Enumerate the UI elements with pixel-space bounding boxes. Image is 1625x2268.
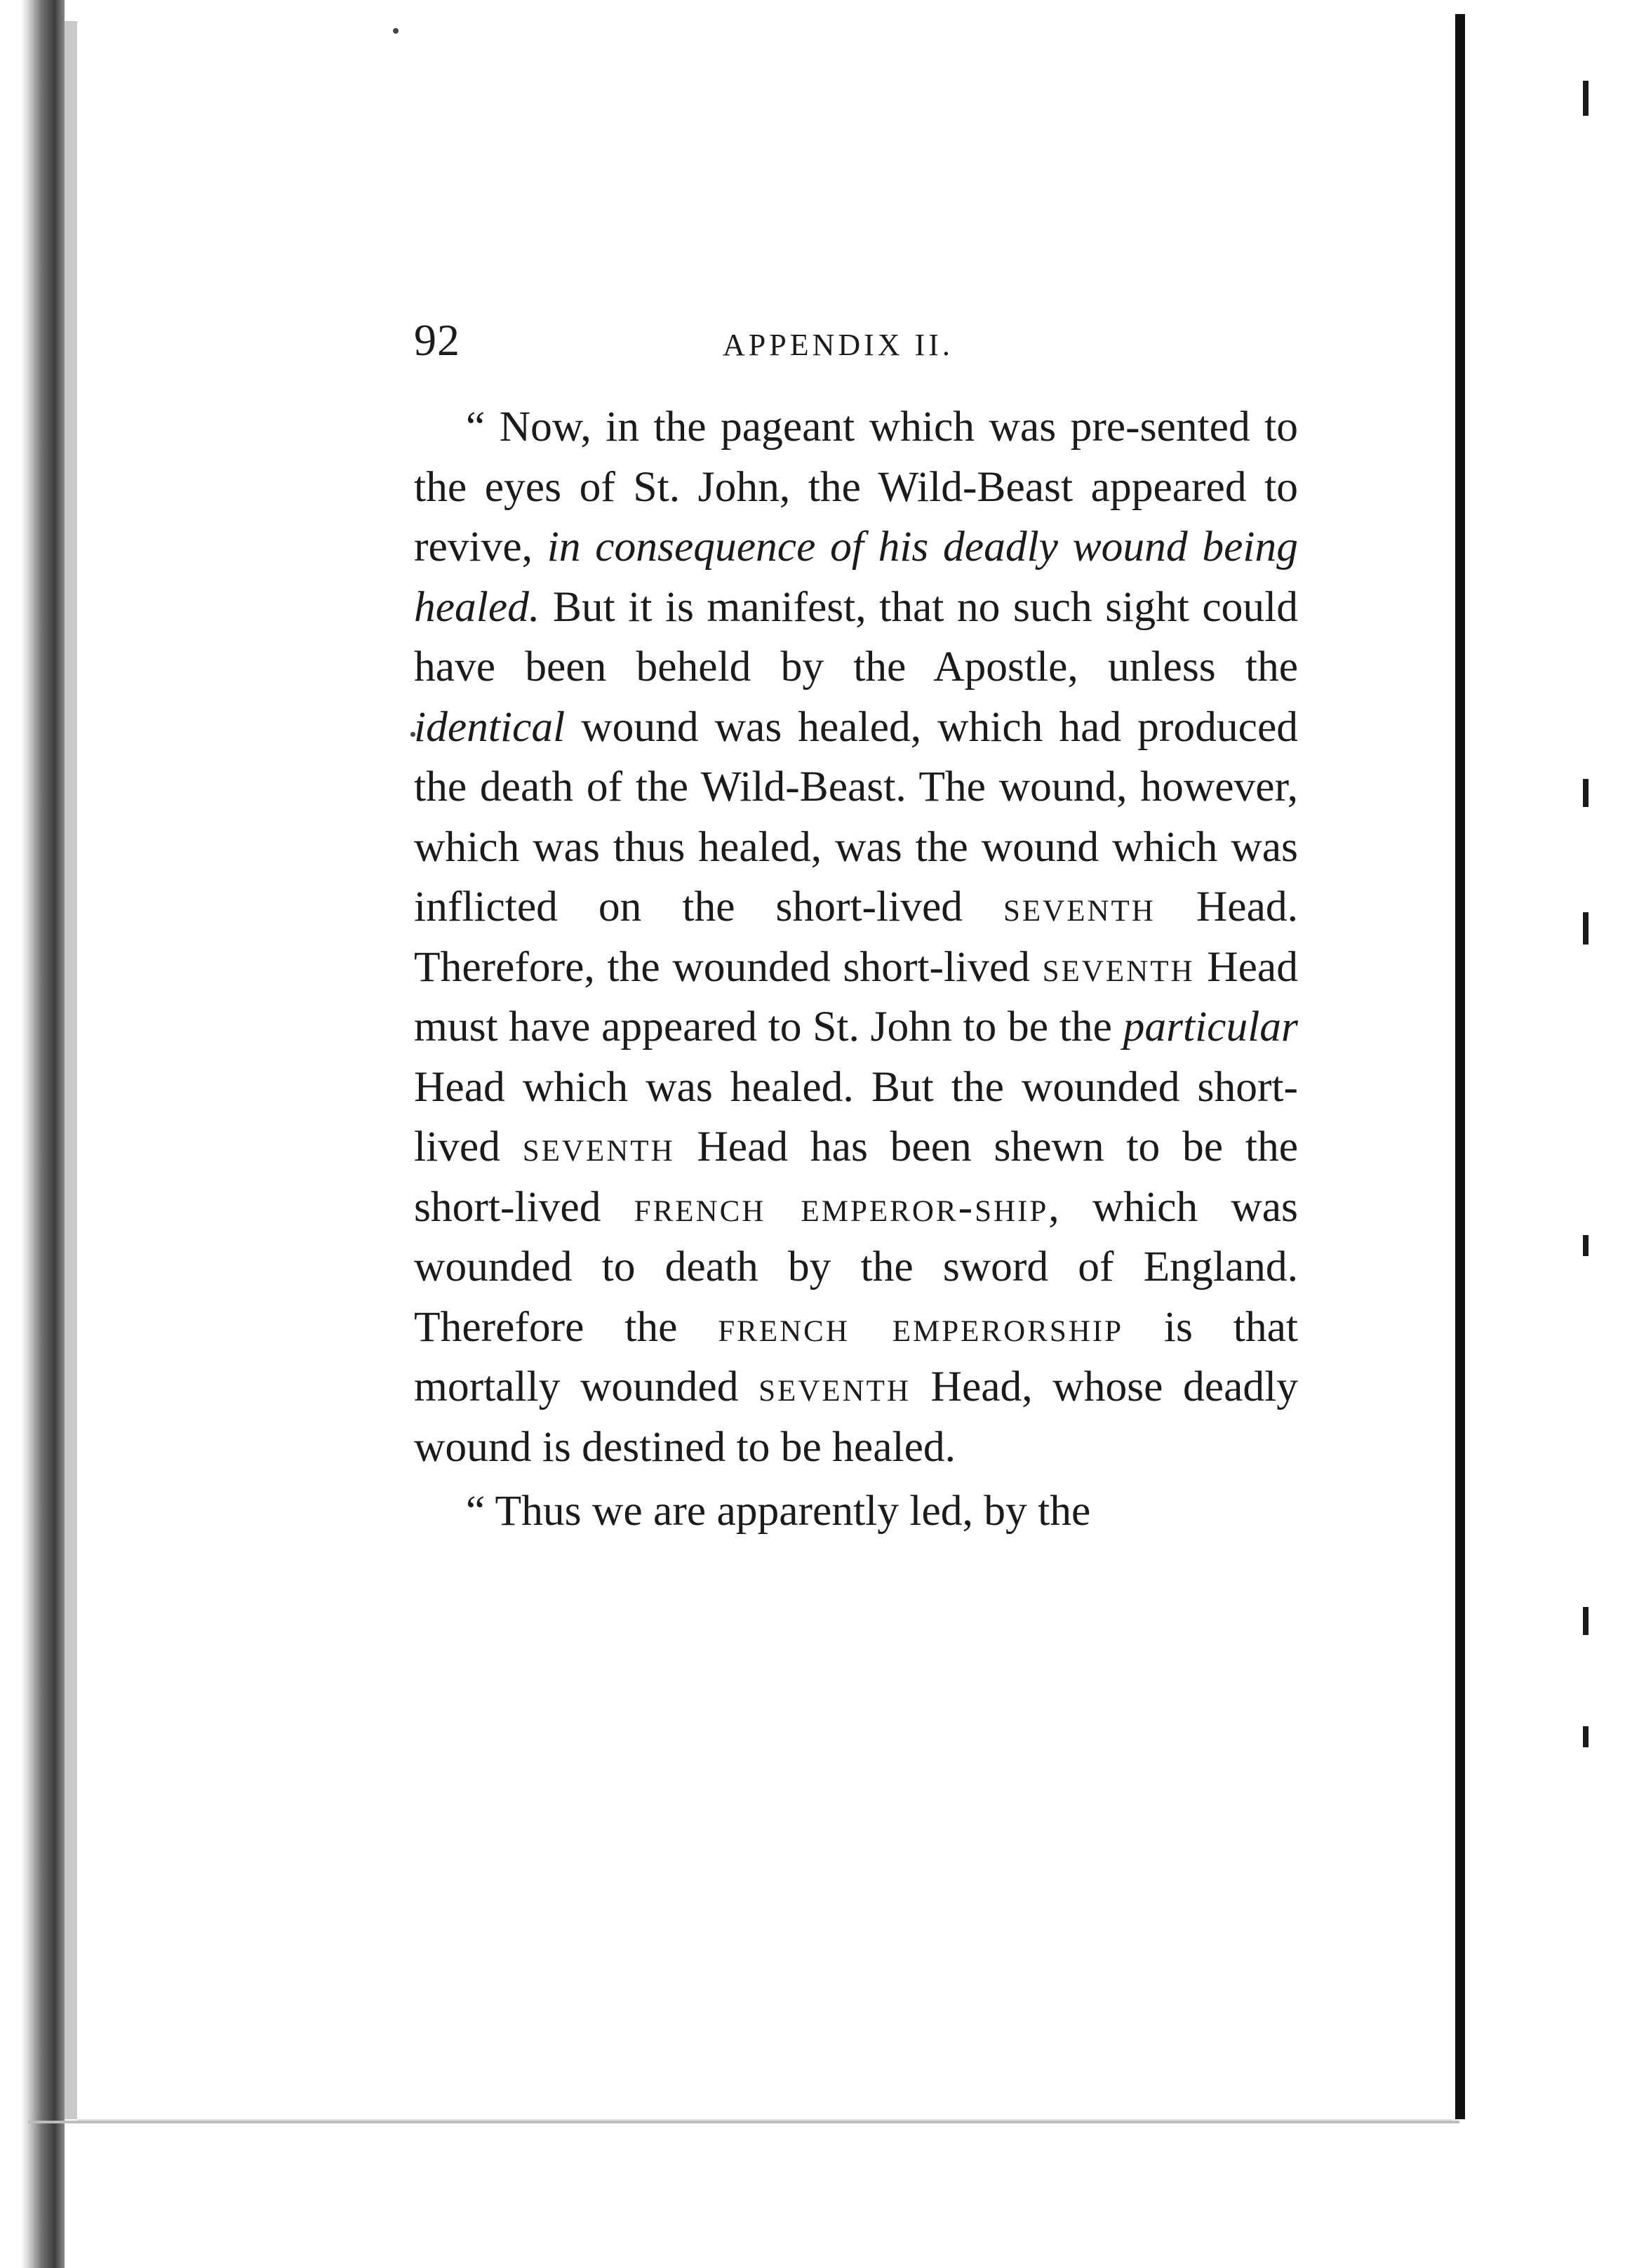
right-binding-edge [1455,14,1465,2119]
facing-page-glyph [1583,1726,1589,1747]
text-run: Head which was healed. But the wounded short-lived [414,1062,1298,1170]
text-run: Head, whose deadly wound is destined to be healed. [414,1363,1298,1471]
italic-text: in consequence of his deadly wound being healed. [414,523,1298,631]
small-caps-text: french emperor-ship [634,1182,1049,1231]
italic-text: identical [414,702,566,751]
page-text [414,314,1298,1542]
small-caps-text: seventh [1042,942,1195,991]
running-title: APPENDIX II. [723,328,954,362]
page-number: 92 [414,315,460,365]
text-run: wound was healed, which had produced the death of the Wild-Beast. The wound, however, which was thus healed, was the wound which was inflicted on the short-lived [414,702,1298,930]
running-head [414,314,1298,376]
text-run: Head must have appeared to St. John to be the [414,942,1298,1050]
facing-page-glyph [1583,912,1589,945]
paragraph-1 [414,397,1298,1477]
small-caps-text: french emperorship [718,1302,1124,1351]
text-run: is that mortally wounded [414,1302,1299,1410]
facing-page-strip [1465,0,1625,2268]
small-caps-text: seventh [758,1363,911,1410]
text-run: “ Thus we are apparently led, by the [466,1487,1091,1535]
italic-text: particular [1123,1003,1298,1050]
paragraph-2 [414,1481,1298,1542]
facing-page-glyph [1583,1607,1589,1635]
page-gutter-shadow [65,21,77,2119]
small-caps-text: seventh [522,1123,675,1170]
scan-left-edge [0,0,65,2268]
facing-page-glyph [1583,779,1589,807]
facing-page-glyph [1583,81,1589,116]
text-run: Head has been shewn to be the short-lived [414,1123,1298,1231]
facing-page-glyph [1583,1235,1589,1256]
text-run: “ Now, in the pageant which was pre-sented to the eyes of St. John, the Wild-Beast appeared to revive, [414,403,1298,571]
small-caps-text: seventh [1003,883,1156,930]
scan-speck [393,28,399,34]
text-run: But it is manifest, that no such sight could have been beheld by the Apostle, unless the [414,582,1298,691]
text-run: , which was wounded to death by the sword of England. Therefore the [414,1182,1298,1351]
page-bottom-edge [28,2121,1459,2123]
text-run: Head. Therefore, the wounded short-lived [414,883,1298,991]
